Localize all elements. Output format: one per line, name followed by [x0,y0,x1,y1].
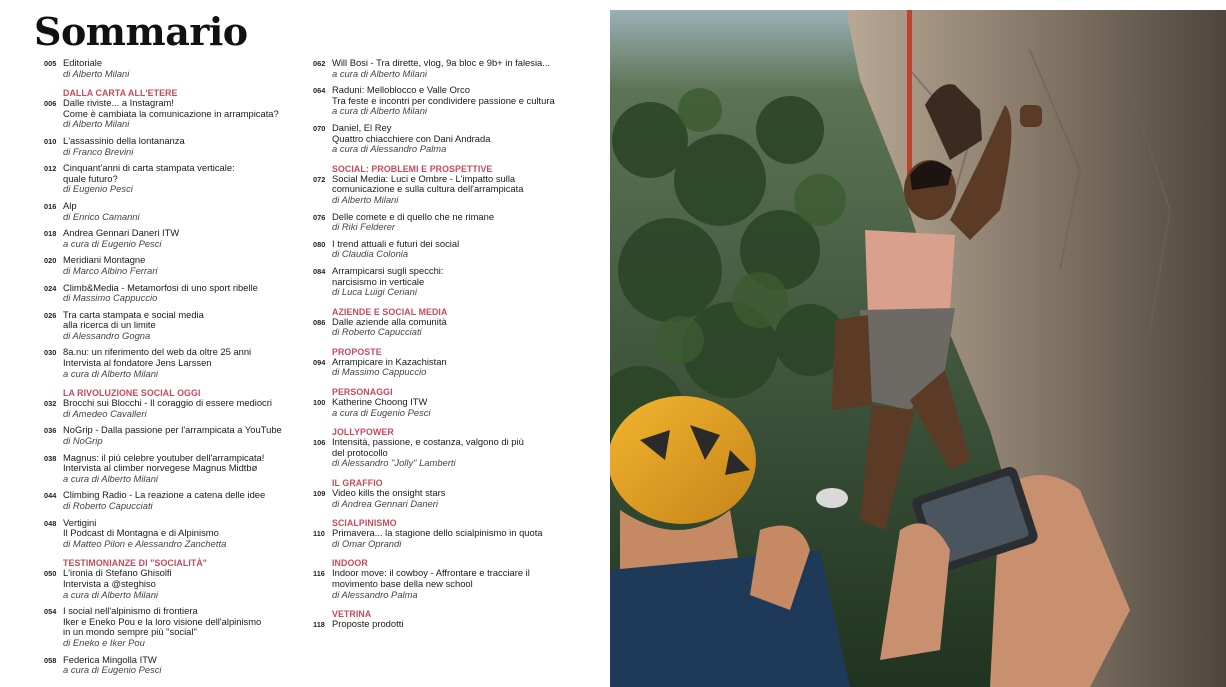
section-heading-vetrina: VETRINA [332,609,372,620]
page-number: 116 [313,569,325,579]
entry-author: di Alberto Milani [63,118,130,130]
entry-title-line: Tra feste e incontri per condividere passione e cultura [332,94,555,106]
page-number: 106 [313,438,326,448]
entry-title-line: Brocchi sui Blocchi - Il coraggio di essere mediocri [63,397,272,409]
entry-title-line: Arrampicare in Kazachistan [332,355,447,367]
entry-author: di Enrico Camanni [63,210,140,222]
page-number: 026 [44,310,57,320]
entry-author: di Omar Oprandi [332,537,402,549]
page-number: 012 [44,164,57,174]
entry-title-line: Primavera... la stagione dello scialpinismo in quota [332,527,543,539]
entry-author: a cura di Alberto Milani [332,105,428,117]
entry-text [63,163,299,195]
entry-title-line: Social Media: Luci e Ombre - L'impatto sulla [332,172,516,184]
entry-title-line: Intervista a @steghiso [63,577,156,589]
entry-author: di Riki Felderer [332,221,396,233]
entry-text [63,606,299,648]
entry-text [63,283,299,304]
page-number: 110 [313,529,325,539]
entry-title-line: Will Bosi - Tra dirette, vlog, 9a bloc e 9b+ in falesia... [332,57,551,68]
entry-title-line: in un mondo sempre più "social" [63,626,197,638]
entry-title-line: Vertigini [63,516,97,528]
page-number: 038 [44,453,57,463]
page-number: 084 [313,266,326,276]
entry-title-line: Quattro chiacchiere con Dani Andrada [332,132,491,144]
toc-entry [44,255,299,276]
entry-author: di Eneko e Iker Pou [63,636,145,648]
toc-entry [44,568,299,600]
toc-entry [44,490,299,511]
section-heading-personaggi: PERSONAGGI [332,387,393,398]
entry-title-line: 8a.nu: un riferimento del web da oltre 25 anni [63,346,252,358]
section-heading-la-rivoluzione-social-oggi: LA RIVOLUZIONE SOCIAL OGGI [63,388,201,399]
entry-title-line: Indoor move: il cowboy - Affrontare e tracciare il [332,567,530,579]
entry-author: a cura di Alessandro Palma [332,143,447,155]
entry-title-line: Arrampicarsi sugli specchi: [332,264,444,276]
toc-entry [313,619,573,631]
toc-entry [44,518,299,550]
entry-text [63,310,299,342]
page-number: 016 [44,201,57,211]
entry-title-line: Dalle riviste... a Instagram! [63,97,174,109]
entry-title-line: I social nell'alpinismo di frontiera [63,605,198,617]
entry-title-line: Andrea Gennari Daneri ITW [63,227,180,239]
entry-text [63,490,299,511]
entry-author: di Franco Brevini [63,145,134,157]
page-number: 032 [44,399,57,409]
entry-author: di Alessandro "Jolly" Lamberti [332,457,456,469]
entry-text [332,357,573,378]
entry-title-line: Climb&Media - Metamorfosi di uno sport ribelle [63,281,258,293]
entry-author: a cura di Eugenio Pesci [63,664,162,676]
entry-author: di Luca Luigi Ceriani [332,286,417,298]
entry-title-line: Climbing Radio - La reazione a catena delle idee [63,489,266,501]
entry-text [63,453,299,485]
entry-title-line: Iker e Eneko Pou e la loro visione dell'alpinismo [63,615,262,627]
entry-title-line: L'assassinio della lontananza [63,134,185,146]
entry-title-line: Intensità, passione, e costanza, valgono di più [332,436,524,448]
page-number: 094 [313,357,326,367]
entry-title-line: Cinquant'anni di carta stampata verticale: [63,162,235,174]
page-number: 058 [44,655,57,665]
entry-text [63,655,299,676]
entry-text [63,201,299,222]
page-number: 054 [44,607,57,617]
page-number: 006 [44,99,57,109]
entry-author: a cura di Alberto Milani [63,588,159,600]
entry-text [332,488,573,509]
page-number: 030 [44,348,57,358]
entry-author: di NoGrip [63,435,103,447]
toc-entry [313,357,573,378]
entry-title-line: Come è cambiata la comunicazione in arrampicata? [63,107,279,119]
toc-entry [313,266,573,298]
section-heading-proposte: PROPOSTE [332,346,382,357]
toc-entry [44,425,299,446]
rope [907,10,912,190]
entry-text [63,347,299,379]
section-heading-aziende-e-social-media: AZIENDE E SOCIAL MEDIA [332,306,448,317]
page-number: 048 [44,518,57,528]
page-number: 062 [313,59,326,68]
entry-text [332,568,573,600]
toc-entry [44,163,299,195]
toc-entry [44,606,299,648]
entry-author: a cura di Alberto Milani [332,67,428,79]
toc-entry [313,174,573,206]
entry-text [332,58,573,79]
entry-title-line: Editoriale [63,57,103,68]
toc-column-left [44,58,299,682]
section-heading-jollypower: JOLLYPOWER [332,427,394,438]
entry-author: di Alessandro Gogna [63,329,151,341]
entry-text [63,568,299,600]
entry-author: di Claudia Colonia [332,248,409,260]
entry-title-line: Delle comete e di quello che ne rimane [332,210,495,222]
page-number: 109 [313,489,326,499]
section-heading-testimonianze-di-socialita: TESTIMONIANZE DI "SOCIALITÀ" [63,558,208,569]
entry-author: di Alberto Milani [63,67,130,79]
toc-entry [313,317,573,338]
entry-author: di Massimo Cappuccio [63,292,158,304]
entry-author: di Roberto Capucciati [332,326,422,338]
entry-title-line: Intervista al fondatore Jens Larssen [63,357,212,369]
toc-entry [313,568,573,600]
page-number: 010 [44,136,57,146]
entry-text [332,528,573,549]
section-heading-dalla-carta-all-etere: DALLA CARTA ALL'ETERE [63,88,178,99]
toc-entry [44,201,299,222]
entry-title-line: comunicazione e sulla cultura dell'arrampicata [332,183,524,195]
entry-title-line: I trend attuali e futuri dei social [332,237,460,249]
page-number: 064 [313,86,326,96]
entry-author: di Eugenio Pesci [63,183,133,195]
toc-entry [44,398,299,419]
entry-text [63,228,299,249]
entry-author: di Alessandro Palma [332,588,418,600]
entry-title-line: Il Podcast di Montagna e di Alpinismo [63,527,219,539]
page-number: 100 [313,398,326,408]
toc-entry [313,397,573,418]
entry-author: di Marco Albino Ferrari [63,264,158,276]
toc-column-right [313,58,573,637]
page-number: 080 [313,239,326,249]
entry-text [63,98,299,130]
entry-text [332,123,573,155]
toc-entry [44,347,299,379]
entry-title-line: Federica Mingolla ITW [63,653,157,665]
section-heading-il-graffio: IL GRAFFIO [332,478,383,489]
entry-title-line: del protocollo [332,446,388,458]
entry-author: di Roberto Capucciati [63,500,153,511]
toc-entry [313,212,573,233]
entry-text [332,212,573,233]
entry-title-line: Meridiani Montagne [63,254,146,266]
page-number: 024 [44,283,57,293]
entry-author: a cura di Alberto Milani [63,472,159,484]
toc-entry [44,228,299,249]
page-number: 020 [44,256,57,266]
entry-text [63,398,299,419]
entry-title-line: Magnus: il più celebre youtuber dell'arrampicata! [63,451,265,463]
entry-text [63,425,299,446]
entry-title-line: Video kills the onsight stars [332,487,446,499]
page-number: 076 [313,212,326,222]
toc-entry [313,488,573,509]
page-number: 036 [44,426,57,436]
toc-entry [44,136,299,157]
toc-entry [313,85,573,117]
entry-text [63,255,299,276]
toc-entry [313,239,573,260]
page-number: 086 [313,317,326,327]
entry-title-line: Dalle aziende alla comunità [332,315,447,327]
entry-author: di Matteo Pilon e Alessandro Zanchetta [63,537,227,549]
entry-text [63,58,299,79]
entry-title-line: Daniel, El Rey [332,121,392,133]
entry-title-line: alla ricerca di un limite [63,319,156,331]
toc-entry [44,98,299,130]
toc-entry [44,655,299,676]
page-number: 018 [44,229,57,239]
entry-text [63,136,299,157]
entry-text [332,239,573,260]
toc-entry [313,58,573,79]
entry-title-line: Raduni: Melloblocco e Valle Orco [332,84,470,96]
section-heading-scialpinismo: SCIALPINISMO [332,518,397,529]
entry-author: a cura di Alberto Milani [63,367,159,379]
entry-text [332,437,573,469]
entry-title-line: quale futuro? [63,172,118,184]
toc-entry [44,453,299,485]
page-number: 118 [313,620,325,630]
page-number: 005 [44,59,57,68]
toc-entry [313,123,573,155]
toc-entry [44,58,299,79]
entry-text [332,174,573,206]
entry-text [332,317,573,338]
entry-text [332,266,573,298]
page-number: 070 [313,123,326,133]
entry-title-line: Proposte prodotti [332,618,404,630]
toc-entry [313,437,573,469]
entry-text [332,85,573,117]
entry-title-line: Tra carta stampata e social media [63,308,204,320]
entry-author: di Amedeo Cavalleri [63,407,147,419]
entry-title-line: Katherine Choong ITW [332,396,428,408]
entry-text [332,397,573,418]
entry-author: a cura di Eugenio Pesci [63,237,162,249]
climbing-photo [610,10,1226,687]
entry-title-line: Intervista al climber norvegese Magnus Midtbø [63,462,258,474]
toc-entry [44,310,299,342]
page-number: 050 [44,569,57,579]
entry-author: di Alberto Milani [332,193,399,205]
entry-title-line: L'ironia di Stefano Ghisolfi [63,567,172,579]
page-title: Sommario [34,9,248,54]
entry-text [332,619,573,631]
toc-entry [313,528,573,549]
entry-author: di Massimo Cappuccio [332,366,427,378]
entry-text [63,518,299,550]
entry-author: a cura di Eugenio Pesci [332,406,431,418]
entry-title-line: narcisismo in verticale [332,275,425,287]
entry-title-line: Alp [63,199,77,211]
section-heading-indoor: INDOOR [332,558,368,569]
toc-entry [44,283,299,304]
page-number: 044 [44,491,57,501]
entry-title-line: NoGrip - Dalla passione per l'arrampicata a YouTube [63,424,282,436]
section-heading-social-problemi-e-prospettive: SOCIAL: PROBLEMI E PROSPETTIVE [332,163,493,174]
entry-title-line: movimento base della new school [332,578,473,589]
entry-author: di Andrea Gennari Daneri [332,497,438,509]
page-number: 072 [313,174,326,184]
